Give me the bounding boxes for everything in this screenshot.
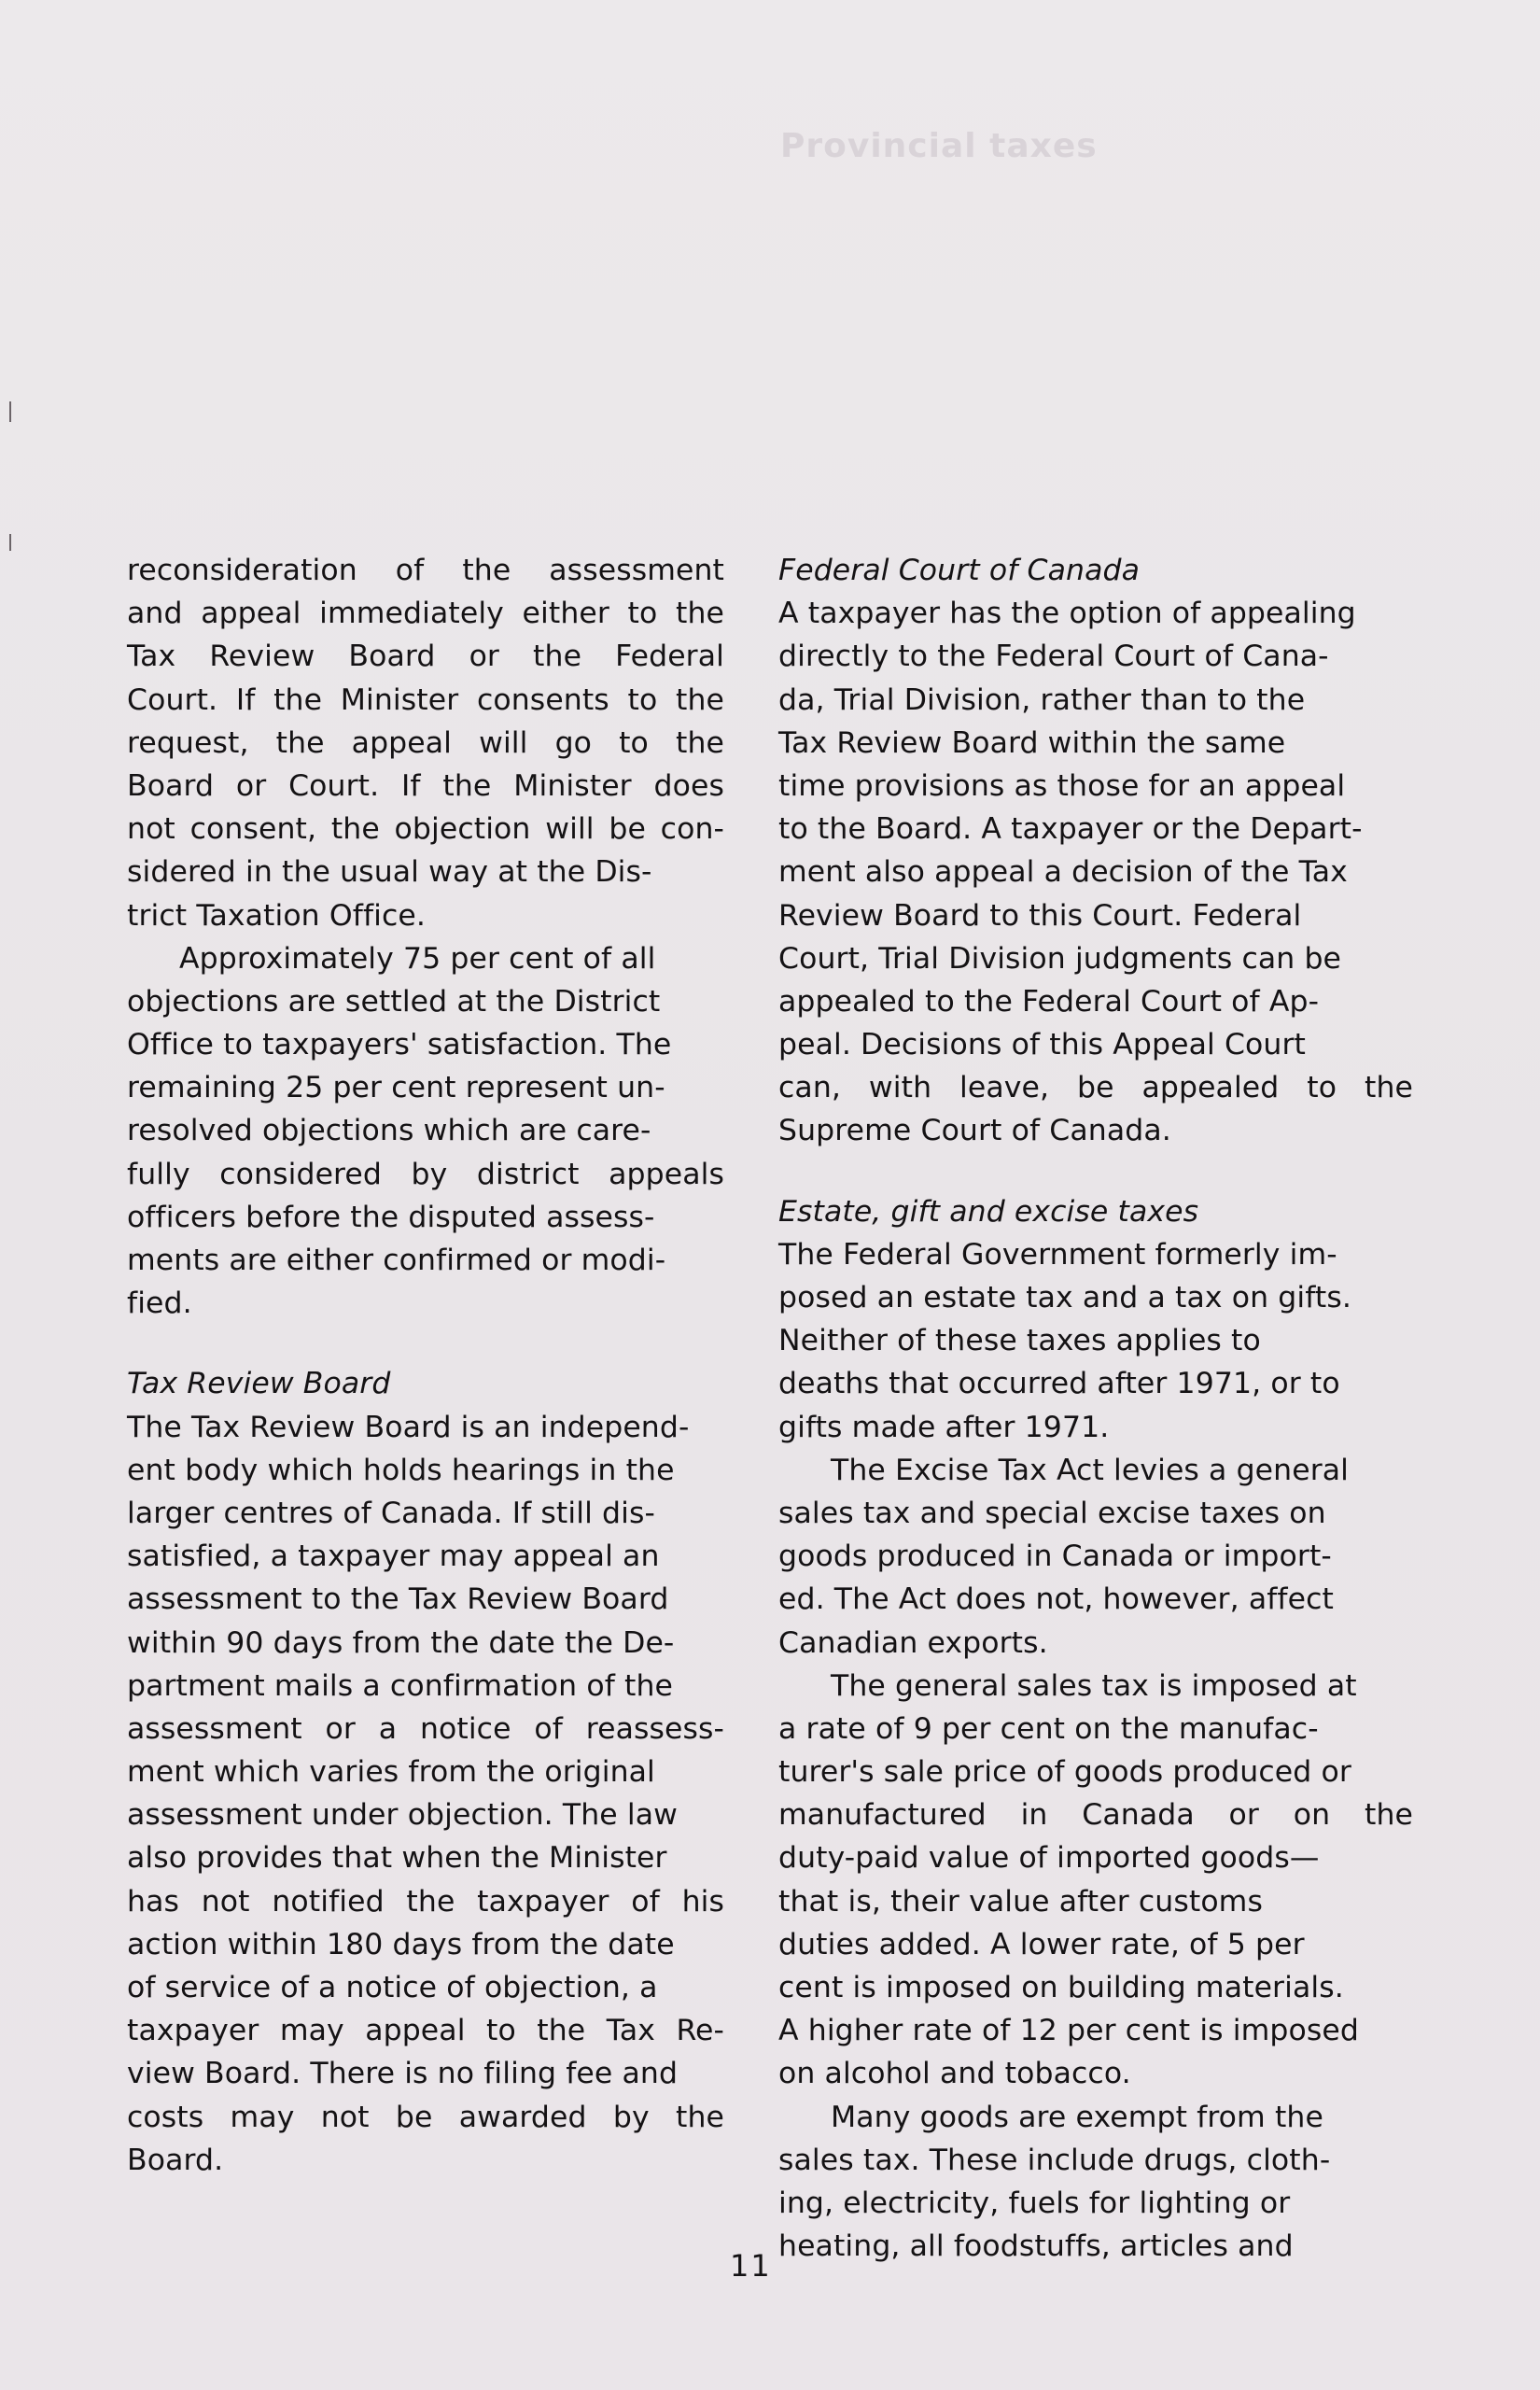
text-line: turer's sale price of goods produced or (778, 1755, 1351, 1790)
text-line: Office to taxpayers' satisfaction. The (127, 1028, 672, 1062)
text-line: Review Board to this Court. Federal (778, 898, 1302, 933)
text-line: assessment to the Tax Review Board (127, 1582, 669, 1617)
text-line: a rate of 9 per cent on the manufac- (778, 1711, 1319, 1746)
text-line: The Tax Review Board is an independ- (127, 1410, 690, 1444)
text-line: ed. The Act does not, however, affect (778, 1582, 1334, 1617)
right-column (778, 549, 1413, 2268)
text-line: Approximately 75 per cent of all (179, 941, 656, 976)
text-line: and appeal immediately either to the (127, 597, 724, 631)
text-line: Court. If the Minister consents to the (127, 682, 724, 717)
text-line: can, with leave, be appealed to the (778, 1071, 1413, 1105)
text-line: action within 180 days from the date (127, 1927, 675, 1961)
text-line: remaining 25 per cent represent un- (127, 1071, 665, 1105)
text-line: also provides that when the Minister (127, 1841, 667, 1876)
text-line: ent body which holds hearings in the (127, 1453, 675, 1487)
text-line: The general sales tax is imposed at (831, 1668, 1357, 1703)
text-line: da, Trial Division, rather than to the (778, 682, 1306, 717)
section-estate-gift-excise (778, 1190, 1413, 1449)
paragraph-objections-percent (127, 937, 724, 1326)
text-line: assessment under objection. The law (127, 1798, 678, 1833)
text-line: A higher rate of 12 per cent is imposed (778, 2014, 1359, 2048)
text-line: of service of a notice of objection, a (127, 1971, 658, 2004)
text-line: resolved objections which are care- (127, 1114, 651, 1148)
text-line: duty-paid value of imported goods— (778, 1841, 1320, 1876)
section-federal-court (778, 549, 1413, 1153)
text-line: Neither of these taxes applies to (778, 1324, 1261, 1358)
paragraph-exempt-goods (778, 2096, 1413, 2269)
text-line: A taxpayer has the option of appealing (778, 597, 1356, 631)
text-line: directly to the Federal Court of Cana- (778, 640, 1329, 674)
text-line: sales tax. These include drugs, cloth- (778, 2143, 1331, 2177)
text-line: assessment or a notice of reassess- (127, 1711, 724, 1746)
text-line: to the Board. A taxpayer or the Depart- (778, 812, 1363, 847)
text-line: fully considered by district appeals (127, 1157, 724, 1191)
text-line: Tax Review Board or the Federal (127, 640, 724, 674)
text-line: Board or Court. If the Minister does (127, 768, 724, 803)
section-heading: Estate, gift and excise taxes (778, 1194, 1199, 1229)
text-line: The Excise Tax Act levies a general (831, 1453, 1349, 1487)
page-number: 11 (730, 2248, 772, 2284)
text-line: Many goods are exempt from the (831, 2100, 1323, 2134)
text-line: has not notified the taxpayer of his (127, 1884, 724, 1919)
text-line: time provisions as those for an appeal (778, 768, 1346, 803)
text-line: manufactured in Canada or on the (778, 1798, 1413, 1833)
text-line: gifts made after 1971. (778, 1410, 1110, 1444)
text-line: sidered in the usual way at the Dis- (127, 855, 652, 890)
text-line: Canadian exports. (778, 1625, 1048, 1660)
text-line: cent is imposed on building materials. (778, 1971, 1344, 2004)
text-line: ment which varies from the original (127, 1755, 655, 1790)
text-line: The Federal Government formerly im- (778, 1237, 1337, 1272)
section-gap (778, 1153, 1413, 1190)
text-line: on alcohol and tobacco. (778, 2057, 1131, 2091)
text-line: view Board. There is no filing fee and (127, 2057, 679, 2091)
text-line: Tax Review Board within the same (778, 725, 1286, 760)
section-gap (127, 1325, 724, 1362)
text-line: Supreme Court of Canada. (778, 1114, 1171, 1148)
text-line: duties added. A lower rate, of 5 per (778, 1927, 1305, 1961)
section-heading: Federal Court of Canada (778, 554, 1140, 587)
binding-mark (9, 534, 11, 551)
text-line: taxpayer may appeal to the Tax Re- (127, 2014, 724, 2048)
bleed-through-title: Provincial taxes (780, 127, 1098, 165)
text-line: within 90 days from the date the De- (127, 1625, 675, 1660)
text-line: fied. (127, 1286, 192, 1321)
text-line: trict Taxation Office. (127, 898, 426, 933)
text-line: that is, their value after customs (778, 1884, 1263, 1919)
text-line: ments are either confirmed or modi- (127, 1244, 666, 1277)
left-column (127, 549, 724, 2182)
text-line: posed an estate tax and a tax on gifts. (778, 1281, 1351, 1314)
text-line: partment mails a confirmation of the (127, 1668, 674, 1703)
text-line: Court, Trial Division judgments can be (778, 941, 1342, 976)
text-line: goods produced in Canada or import- (778, 1539, 1332, 1574)
text-line: request, the appeal will go to the (127, 725, 724, 760)
text-line: larger centres of Canada. If still dis- (127, 1496, 655, 1530)
text-line: Board. (127, 2143, 224, 2177)
text-line: not consent, the objection will be con- (127, 812, 724, 847)
text-line: reconsideration of the assessment (127, 554, 724, 587)
paragraph-excise-tax-act (778, 1449, 1413, 1665)
text-line: peal. Decisions of this Appeal Court (778, 1028, 1306, 1062)
section-tax-review-board (127, 1362, 724, 2182)
text-line: sales tax and special excise taxes on (778, 1496, 1326, 1530)
paragraph-general-sales-tax (778, 1665, 1413, 2096)
binding-mark (9, 401, 11, 422)
text-line: costs may not be awarded by the (127, 2100, 724, 2134)
text-line: heating, all foodstuffs, articles and (778, 2229, 1294, 2264)
section-heading: Tax Review Board (127, 1367, 391, 1401)
text-line: deaths that occurred after 1971, or to (778, 1367, 1340, 1401)
text-line: satisfied, a taxpayer may appeal an (127, 1539, 660, 1574)
text-line: officers before the disputed assess- (127, 1200, 655, 1234)
text-line: ment also appeal a decision of the Tax (778, 855, 1348, 890)
text-line: objections are settled at the District (127, 984, 661, 1019)
text-line: ing, electricity, fuels for lighting or (778, 2186, 1291, 2220)
paragraph-reconsideration (127, 549, 724, 937)
text-line: appealed to the Federal Court of Ap- (778, 984, 1320, 1019)
